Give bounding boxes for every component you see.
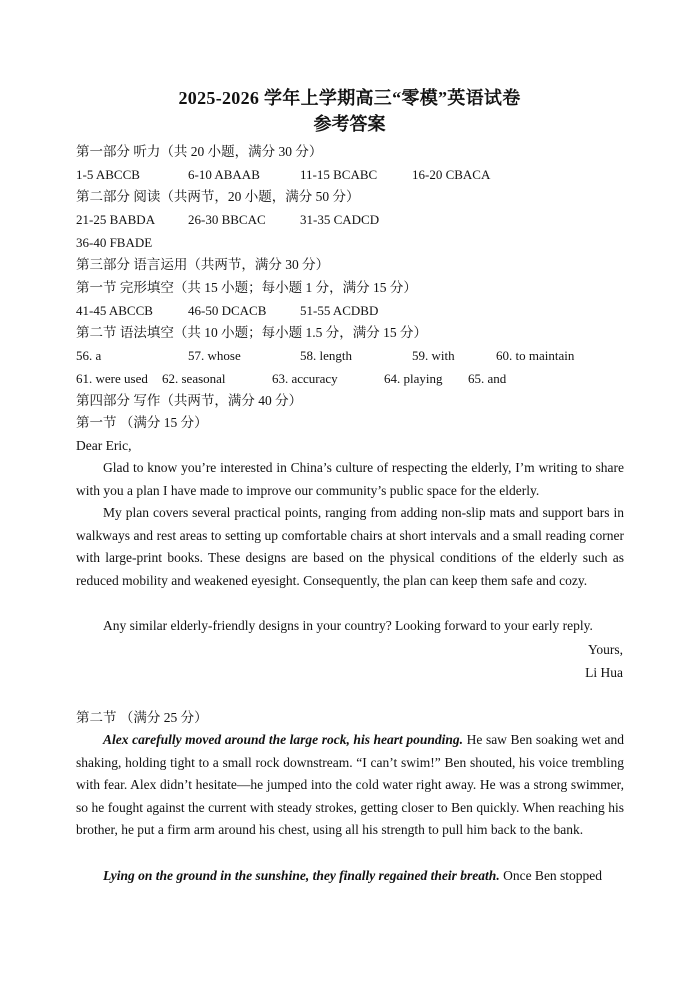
answer-item: 63. accuracy	[272, 371, 338, 386]
answer-group: 36-40 FBADE	[76, 235, 153, 250]
part4-heading: 第四部分 写作（共两节，满分 40 分）	[76, 393, 303, 408]
answer-group: 6-10 ABAAB	[188, 167, 260, 182]
answer-item: 58. length	[300, 348, 352, 363]
answer-item: 65. and	[468, 371, 507, 386]
story-lead-sentence: Alex carefully moved around the large rock, his heart pounding.	[103, 732, 464, 747]
letter-salutation: Dear Eric,	[76, 438, 132, 453]
part4-section2-heading: 第二节 （满分 25 分）	[76, 710, 208, 725]
part3-section1-heading: 第一节 完形填空（共 15 小题；每小题 1 分，满分 15 分）	[76, 280, 417, 295]
letter-signature: Li Hua	[585, 665, 623, 680]
story-lead-sentence: Lying on the ground in the sunshine, they finally regained their breath.	[103, 868, 500, 883]
part1-heading: 第一部分 听力（共 20 小题，满分 30 分）	[76, 144, 323, 159]
answer-item: 61. were used	[76, 371, 148, 386]
letter-paragraph: Glad to know you’re interested in China’s culture of respecting the elderly, I’m writing to share with you a plan I have made to improve our community’s public space for the elderly.	[76, 460, 624, 498]
answer-group: 41-45 ABCCB	[76, 303, 153, 318]
story-text: Once Ben stopped	[499, 868, 603, 883]
answer-group: 51-55 ACDBD	[300, 303, 379, 318]
answer-group: 1-5 ABCCB	[76, 167, 140, 182]
answer-item: 62. seasonal	[162, 371, 226, 386]
answer-group: 46-50 DCACB	[188, 303, 267, 318]
page-title: 2025-2026 学年上学期高三“零模”英语试卷	[178, 88, 521, 108]
part2-heading: 第二部分 阅读（共两节，20 小题，满分 50 分）	[76, 189, 360, 204]
answer-item: 60. to maintain	[496, 348, 575, 363]
part3-heading: 第三部分 语言运用（共两节，满分 30 分）	[76, 257, 330, 272]
answer-item: 59. with	[412, 348, 455, 363]
answer-group: 16-20 CBACA	[412, 167, 491, 182]
letter-paragraph: My plan covers several practical points, ranging from adding non-slip mats and support bars in walkways and rest areas to setting up comfortable chairs at short intervals and a small reading corner with large-print books. These designs are based on the physical conditions of the elderly such as reduced mobility and weakened eyesight. Consequently, the plan can keep them safe and cozy.	[76, 505, 624, 588]
letter-closing: Yours,	[587, 642, 623, 657]
answer-group: 26-30 BBCAC	[188, 212, 266, 227]
page-subtitle: 参考答案	[313, 114, 386, 134]
story-paragraph	[76, 729, 624, 842]
story-text: He saw Ben soaking wet and shaking, holding tight to a small rock downstream. “I can’t swim!” Ben shouted, his voice trembling with fear. Alex didn’t hesitate—he jumped into the cold water right away. He was a strong swimmer, so he fought against the current with steady strokes, getting closer to Ben quickly. When reaching his brother, he put a firm arm around his chest, using all his strength to pull him back to the bank.	[76, 732, 624, 837]
answer-group: 21-25 BABDA	[76, 212, 156, 227]
answer-item: 56. a	[76, 348, 102, 363]
story-paragraph	[76, 865, 624, 888]
answer-group: 31-35 CADCD	[300, 212, 380, 227]
part3-section2-heading: 第二节 语法填空（共 10 小题；每小题 1.5 分，满分 15 分）	[76, 325, 427, 340]
answer-item: 64. playing	[384, 371, 443, 386]
part4-section1-heading: 第一节 （满分 15 分）	[76, 415, 208, 430]
answer-group: 11-15 BCABC	[300, 167, 378, 182]
letter-paragraph: Any similar elderly-friendly designs in your country? Looking forward to your early reply.	[103, 618, 593, 633]
answer-item: 57. whose	[188, 348, 241, 363]
